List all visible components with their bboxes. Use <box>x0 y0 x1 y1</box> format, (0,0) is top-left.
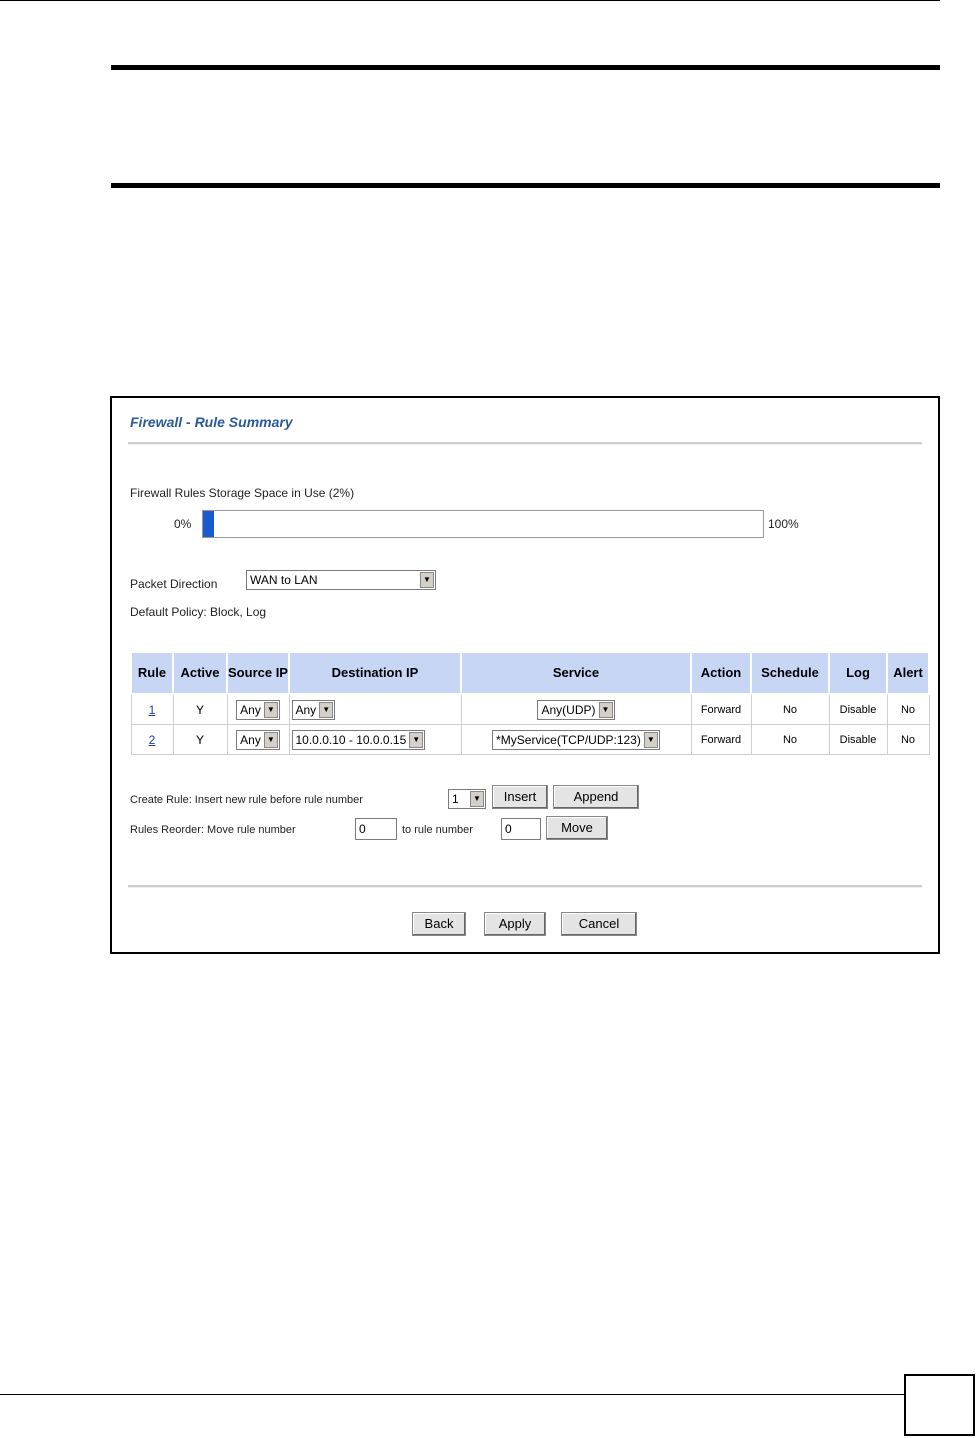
col-active: Active <box>173 652 227 694</box>
col-service: Service <box>461 652 691 694</box>
storage-label: Firewall Rules Storage Space in Use (2%) <box>130 486 355 500</box>
chevron-down-icon: ▼ <box>470 791 484 807</box>
col-log: Log <box>829 652 887 694</box>
service-select[interactable] <box>492 730 660 750</box>
rule-link[interactable]: 1 <box>148 702 156 717</box>
col-source-ip: Source IP <box>227 652 289 694</box>
back-button[interactable]: Back <box>412 912 466 936</box>
page-number-box <box>904 1374 975 1436</box>
col-alert: Alert <box>887 652 929 694</box>
chevron-down-icon: ▼ <box>599 702 613 718</box>
active-cell: Y <box>173 725 227 755</box>
source-ip-select[interactable] <box>236 730 280 750</box>
col-rule: Rule <box>131 652 173 694</box>
insert-button[interactable]: Insert <box>492 785 548 809</box>
reorder-label: Rules Reorder: Move rule number <box>130 824 296 836</box>
source-ip-select[interactable] <box>236 700 280 720</box>
log-cell: Disable <box>829 694 887 725</box>
chevron-down-icon: ▼ <box>644 732 658 748</box>
schedule-cell: No <box>751 694 829 725</box>
chevron-down-icon: ▼ <box>319 702 333 718</box>
firewall-rule-summary-panel <box>110 396 940 954</box>
move-from-input[interactable]: 0 <box>355 818 397 840</box>
move-to-input[interactable]: 0 <box>501 818 541 840</box>
col-schedule: Schedule <box>751 652 829 694</box>
action-cell: Forward <box>691 694 751 725</box>
schedule-cell: No <box>751 725 829 755</box>
storage-progress-fill <box>203 511 214 537</box>
action-cell: Forward <box>691 725 751 755</box>
move-button[interactable]: Move <box>546 816 608 840</box>
service-select[interactable] <box>537 700 614 720</box>
chevron-down-icon: ▼ <box>420 572 434 588</box>
cancel-button[interactable]: Cancel <box>561 912 637 936</box>
destination-ip-select[interactable] <box>292 730 426 750</box>
table-header-row <box>131 652 929 694</box>
page-top-rule <box>0 0 940 1</box>
log-cell: Disable <box>829 725 887 755</box>
panel-title: Firewall - Rule Summary <box>130 414 293 430</box>
page-footer-rule <box>0 1394 904 1395</box>
packet-direction-select[interactable] <box>246 570 436 590</box>
storage-min-label: 0% <box>174 517 192 531</box>
insert-rule-number-select[interactable] <box>448 789 486 809</box>
table-row <box>131 725 929 755</box>
title-divider <box>128 442 922 445</box>
destination-ip-value: Any <box>295 702 317 717</box>
active-cell: Y <box>173 694 227 725</box>
rules-table <box>130 651 930 755</box>
chevron-down-icon: ▼ <box>409 732 423 748</box>
storage-progress-bar <box>202 510 764 538</box>
footer-divider <box>128 885 922 888</box>
heading-rule-bottom <box>111 183 940 188</box>
append-button[interactable]: Append <box>553 785 639 809</box>
rule-link[interactable]: 2 <box>148 732 156 747</box>
heading-rule-top <box>111 65 940 70</box>
create-rule-label: Create Rule: Insert new rule before rule number <box>130 794 363 806</box>
apply-button[interactable]: Apply <box>484 912 546 936</box>
destination-ip-value: 10.0.0.10 - 10.0.0.15 <box>295 732 407 747</box>
alert-cell: No <box>887 694 929 725</box>
service-value: *MyService(TCP/UDP:123) <box>496 732 641 747</box>
alert-cell: No <box>887 725 929 755</box>
chevron-down-icon: ▼ <box>264 732 278 748</box>
source-ip-value: Any <box>240 732 261 747</box>
packet-direction-label: Packet Direction <box>130 577 218 591</box>
destination-ip-select[interactable] <box>292 700 336 720</box>
service-value: Any(UDP) <box>541 702 596 717</box>
col-action: Action <box>691 652 751 694</box>
default-policy-text: Default Policy: Block, Log <box>130 605 267 619</box>
table-row <box>131 694 929 725</box>
to-rule-label: to rule number <box>402 824 473 836</box>
chevron-down-icon: ▼ <box>264 702 278 718</box>
source-ip-value: Any <box>240 702 261 717</box>
insert-rule-number-value: 1 <box>452 792 459 806</box>
storage-max-label: 100% <box>768 517 799 531</box>
packet-direction-value: WAN to LAN <box>250 573 318 587</box>
col-destination-ip: Destination IP <box>289 652 461 694</box>
